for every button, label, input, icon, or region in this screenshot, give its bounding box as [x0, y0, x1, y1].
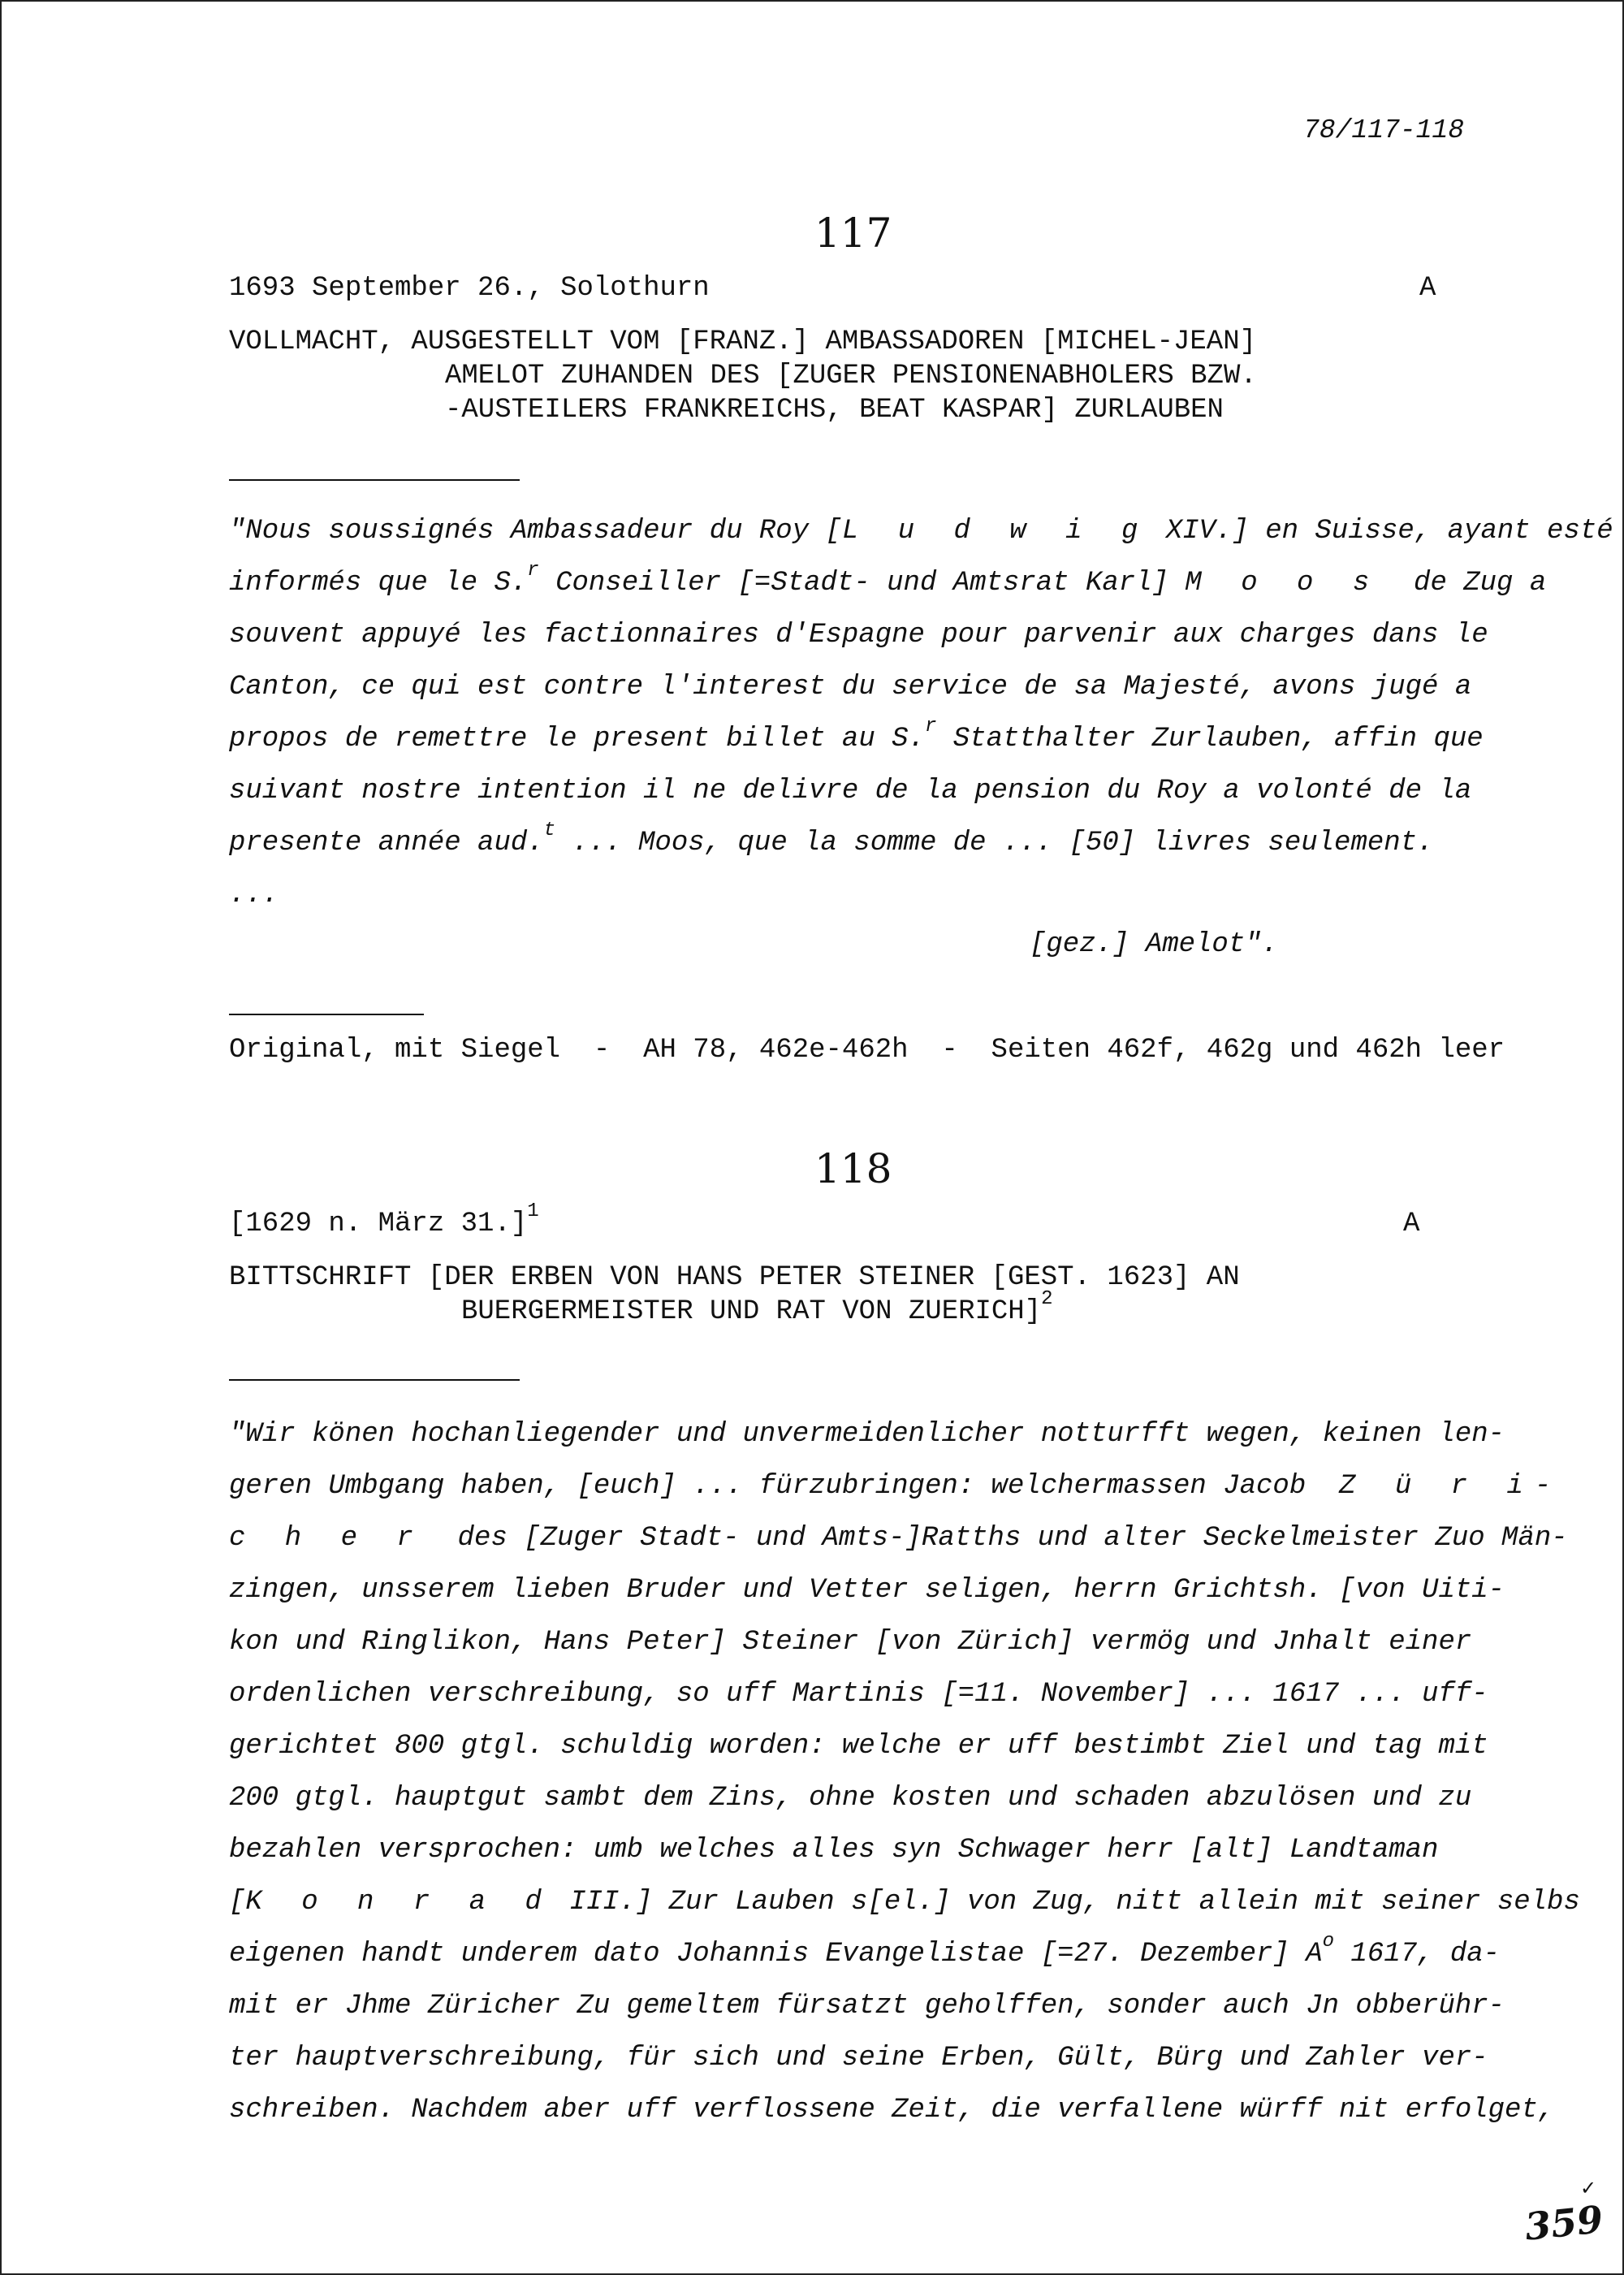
footnote-ref: 2 — [1041, 1288, 1053, 1310]
signature: [gez.] Amelot". — [1030, 929, 1279, 960]
text-line: 200 gtgl. hauptgut sambt dem Zins, ohne kosten und schaden abzulösen und zu — [229, 1783, 1472, 1814]
text-line: zingen, unsserem lieben Bruder und Vetter seligen, herrn Grichtsh. [von Uiti- — [229, 1575, 1505, 1606]
document-text-118 — [229, 1408, 1580, 2136]
text-line: c h e r des [Zuger Stadt- und Amts-]Ratths und alter Seckelmeister Zuo Män- — [229, 1523, 1568, 1554]
document-number-118: 118 — [814, 1145, 892, 1192]
document-text-117 — [229, 505, 1613, 921]
text-line: gerichtet 800 gtgl. schuldig worden: welche er uff bestimbt Ziel und tag mit — [229, 1731, 1488, 1762]
document-date-118: [1629 n. März 31.]$^1$ — [229, 1200, 539, 1239]
document-date-117: 1693 September 26., Solothurn — [229, 273, 710, 304]
text-line: [K o n r a d III.] Zur Lauben s[el.] von Zug, nitt allein mit seiner selbs — [229, 1887, 1580, 1918]
document-title-117-line1: VOLLMACHT, AUSGESTELLT VOM [FRANZ.] AMBASSADOREN [MICHEL-JEAN] — [229, 327, 1257, 357]
text-line: Canton, ce qui est contre l'interest du service de sa Majesté, avons jugé a — [229, 672, 1472, 703]
text-line: kon und Ringlikon, Hans Peter] Steiner [von Zürich] vermög und Jnhalt einer — [229, 1627, 1472, 1658]
page-reference: 78/117-118 — [1303, 115, 1465, 145]
text-line: propos de remettre le present billet au S.$^r$ Statthalter Zurlauben, affin que — [229, 716, 1484, 755]
document-title-117-line3: -AUSTEILERS FRANKREICHS, BEAT KASPAR] ZURLAUBEN — [445, 395, 1224, 426]
source-note-117: Original, mit Siegel - AH 78, 462e-462h - Seiten 462f, 462g und 462h leer — [229, 1035, 1505, 1066]
separator-rule — [229, 479, 520, 481]
text-line: bezahlen versprochen: umb welches alles syn Schwager herr [alt] Landtaman — [229, 1835, 1439, 1866]
document-number-117: 117 — [814, 210, 892, 257]
document-title-118-line1: BITTSCHRIFT [DER ERBEN VON HANS PETER STEINER [GEST. 1623] AN — [229, 1262, 1240, 1293]
text-line: presente année aud.$^t$ ... Moos, que la somme de ... [50] livres seulement. — [229, 820, 1434, 859]
text-line: "Wir könen hochanliegender und unvermeidenlicher notturfft wegen, keinen len- — [229, 1419, 1505, 1450]
text-line: ordenlichen verschreibung, so uff Martinis [=11. November] ... 1617 ... uff- — [229, 1679, 1488, 1710]
document-title-118-line2: BUERGERMEISTER UND RAT VON ZUERICH]$^2$ — [461, 1288, 1053, 1327]
separator-rule — [229, 1014, 424, 1015]
footnote-ref: 1 — [527, 1200, 539, 1222]
document-title-117-line2: AMELOT ZUHANDEN DES [ZUGER PENSIONENABHOLERS BZW. — [445, 361, 1257, 391]
text-line: eigenen handt underem dato Johannis Evangelistae [=27. Dezember] $A^o$ 1617, da- — [229, 1931, 1501, 1970]
document-marker-117: A — [1419, 273, 1436, 304]
text-line: ... — [229, 880, 279, 910]
check-mark-icon: ✓ — [1580, 2177, 1597, 2199]
document-marker-118: A — [1403, 1209, 1420, 1239]
text-line: informés que le S.$^r$ Conseiller [=Stadt- und Amtsrat Karl] M o o s de Zug a — [229, 560, 1547, 599]
text-line: geren Umbgang haben, [euch] ... fürzubringen: welchermassen Jacob Z ü r i- — [229, 1471, 1563, 1502]
text-line: suivant nostre intention il ne delivre de la pension du Roy a volonté de la — [229, 776, 1472, 807]
text-line: "Nous soussignés Ambassadeur du Roy [L u d w i g XIV.] en Suisse, ayant esté — [229, 516, 1613, 547]
text-line: ter hauptverschreibung, für sich und seine Erben, Gült, Bürg und Zahler ver- — [229, 2043, 1488, 2074]
text-line: mit er Jhme Züricher Zu gemeltem fürsatzt geholffen, sonder auch Jn obberühr- — [229, 1991, 1505, 2022]
folio-number: 359 — [1522, 2197, 1605, 2249]
text-line: schreiben. Nachdem aber uff verflossene Zeit, die verfallene würff nit erfolget, — [229, 2095, 1555, 2126]
text-line: souvent appuyé les factionnaires d'Espagne pour parvenir aux charges dans le — [229, 620, 1488, 651]
separator-rule — [229, 1379, 520, 1381]
